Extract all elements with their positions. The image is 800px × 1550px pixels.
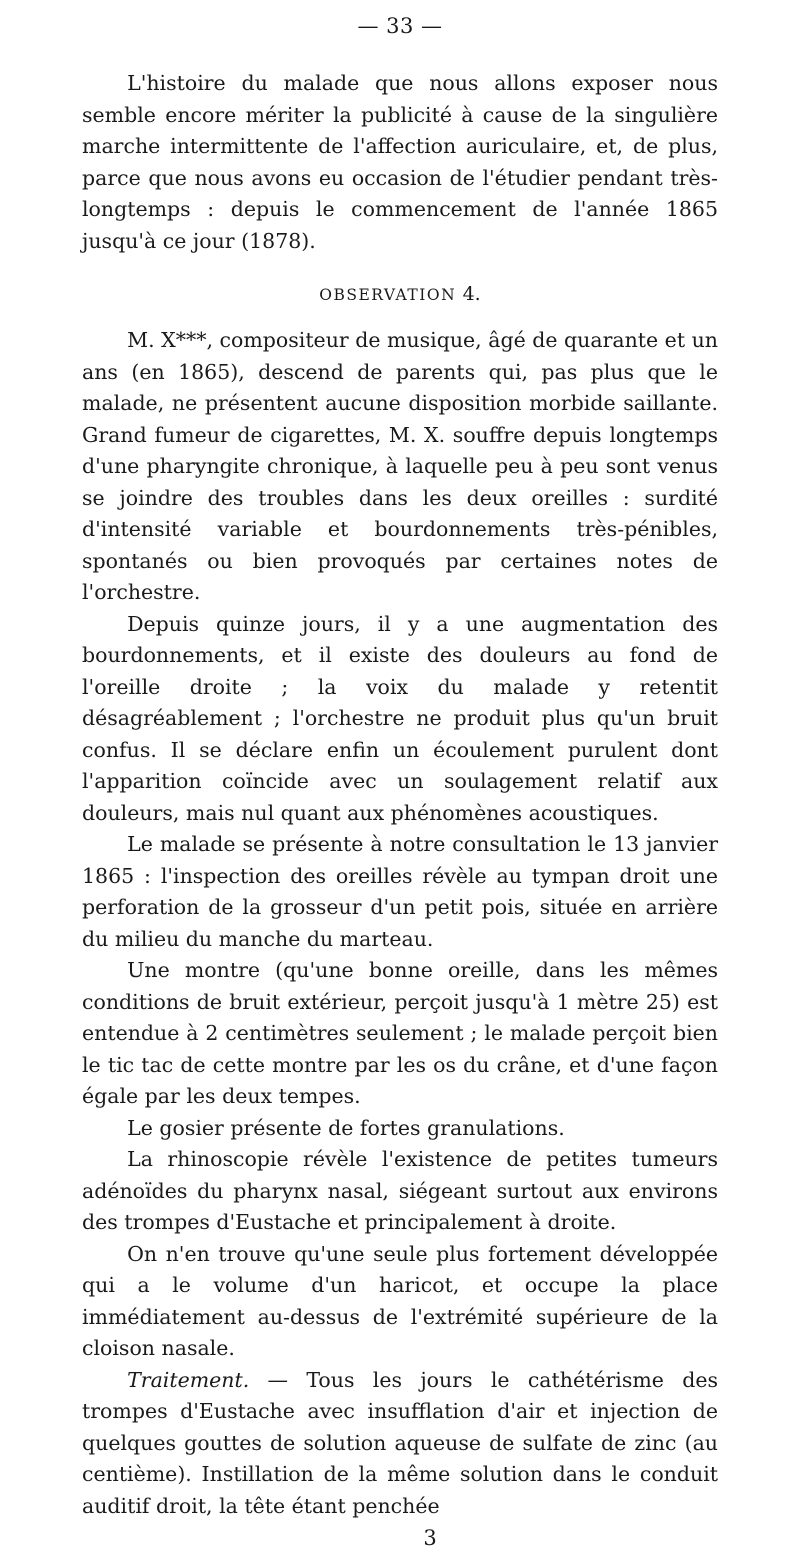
observation-heading xyxy=(82,283,718,305)
paragraph-consultation: Le malade se présente à notre consultation le 13 janvier 1865 : l'inspection des oreilles révèle au tympan droit une perforation de la grosseur d'un petit pois, située en arrière du milieu du manche du marteau. xyxy=(82,832,718,951)
observation-label: OBSERVATION xyxy=(319,286,457,304)
page-number-header: — 33 — xyxy=(357,14,443,38)
observation-number: 4. xyxy=(462,283,481,305)
treatment-text: — Tous les jours le cathétérisme des trompes d'Eustache avec insufflation d'air et injection de quelques gouttes de solution aqueuse de sulfate de zinc (au centième). Instillation de la même solution dans le conduit auditif droit, la tête étant penchée xyxy=(82,1367,718,1518)
paragraph-watch-test: Une montre (qu'une bonne oreille, dans les mêmes conditions de bruit extérieur, perçoit jusqu'à 1 mètre 25) est entendue à 2 centimètres seulement ; le malade perçoit bien le tic tac de cette montre par les os du crâne, et d'une façon égale par les deux tempes. xyxy=(82,958,718,1108)
paragraph-throat: Le gosier présente de fortes granulations. xyxy=(127,1115,565,1140)
intro-paragraph: L'histoire du malade que nous allons exposer nous semble encore mériter la publicité à cause de la singulière marche intermittente de l'affection auriculaire, et, de plus, parce que nous avons eu occasion de l'étudier pendant très-longtemps : depuis le commencement de l'année 1865 jusqu'à ce jour (1878). xyxy=(82,71,718,253)
signature-mark: 3 xyxy=(423,1526,437,1550)
treatment-label: Traitement. xyxy=(127,1367,250,1392)
paragraph-tumor: On n'en trouve qu'une seule plus fortement développée qui a le volume d'un haricot, et occupe la place immédiatement au-dessus de l'extrémité supérieure de la cloison nasale. xyxy=(82,1241,718,1360)
paragraph-rhinoscopy: La rhinoscopie révèle l'existence de petites tumeurs adénoïdes du pharynx nasal, siégeant surtout aux environs des trompes d'Eustache et principalement à droite. xyxy=(82,1147,718,1234)
paragraph-treatment xyxy=(82,1365,718,1523)
paragraph-symptoms: Depuis quinze jours, il y a une augmentation des bourdonnements, et il existe des douleurs au fond de l'oreille droite ; la voix du malade y retentit désagréablement ; l'orchestre ne produit plus qu'un bruit confus. Il se déclare enfin un écoulement purulent dont l'apparition coïncide avec un soulagement relatif aux douleurs, mais nul quant aux phénomènes acoustiques. xyxy=(82,611,718,825)
paragraph-patient-history: M. X***, compositeur de musique, âgé de quarante et un ans (en 1865), descend de parents qui, pas plus que le malade, ne présentent aucune disposition morbide saillante. Grand fumeur de cigarettes, M. X. souffre depuis longtemps d'une pharyngite chronique, à laquelle peu à peu sont venus se joindre des troubles dans les deux oreilles : surdité d'intensité variable et bourdonnements très-pénibles, spontanés ou bien provoqués par certaines notes de l'orchestre. xyxy=(82,328,718,604)
